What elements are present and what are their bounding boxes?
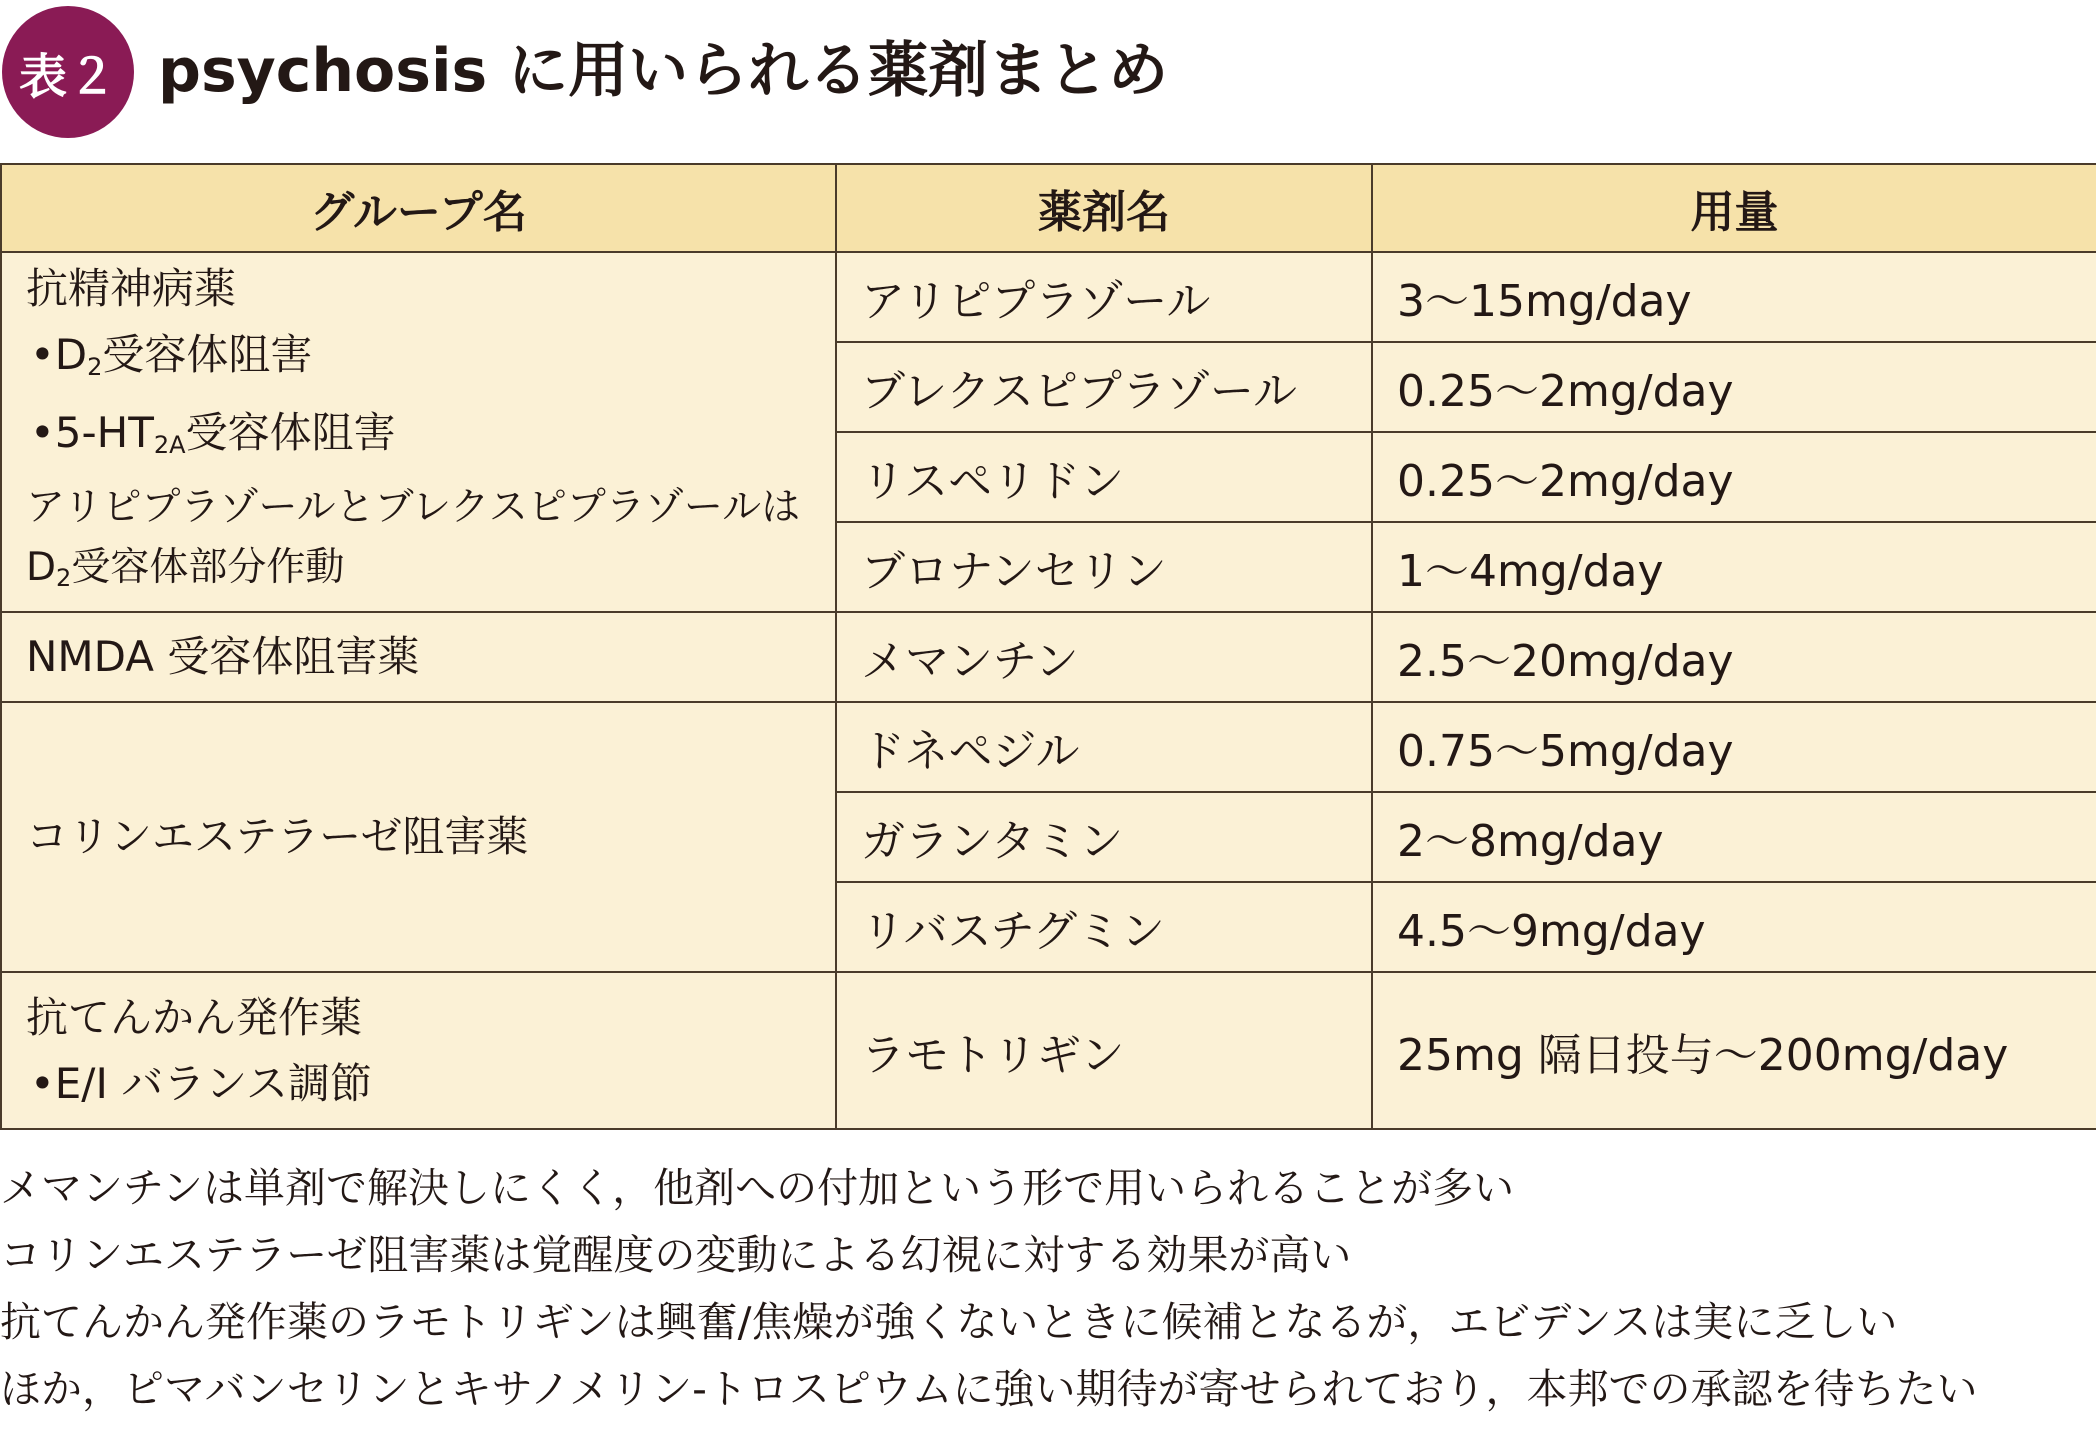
column-header-drug: 薬剤名 [836, 164, 1372, 252]
dose-cell: 0.25〜2mg/day [1372, 342, 2096, 432]
dose-cell: 1〜4mg/day [1372, 522, 2096, 612]
footnote: メマンチンは単剤で解決しにくく，他剤への付加という形で用いられることが多い [0, 1164, 1515, 1212]
group-note: $D_2$受容体部分作動 [26, 545, 345, 592]
column-header-dose: 用量 [1372, 164, 2096, 252]
group-bullet: $•D_2$受容体阻害 [30, 330, 313, 381]
dose-cell: 3〜15mg/day [1372, 252, 2096, 342]
drug-name-cell: リスペリドン [836, 432, 1372, 522]
drug-name-cell: ドネペジル [836, 702, 1372, 792]
group-cell-cholinesterase: コリンエステラーゼ阻害薬 [1, 702, 836, 972]
group-title: 抗精神病薬 [26, 264, 237, 313]
drug-name-cell: ガランタミン [836, 792, 1372, 882]
dose-cell: 4.5〜9mg/day [1372, 882, 2096, 972]
footnote: ほか，ピマバンセリンとキサノメリン-トロスピウムに強い期待が寄せられており，本邦での承認を待ちたい [0, 1365, 1978, 1413]
page-title: psychosis に用いられる薬剤まとめ [158, 36, 1169, 106]
group-bullet: $•5-HT_{2A}$受容体阻害 [30, 408, 396, 459]
table-row [1, 252, 2096, 342]
dose-cell: 2.5〜20mg/day [1372, 612, 2096, 702]
group-bullet: •E/I バランス調節 [30, 1058, 372, 1108]
group-note: アリピプラゾールとブレクスピプラゾールは [26, 485, 801, 530]
footnote: コリンエステラーゼ阻害薬は覚醒度の変動による幻視に対する効果が高い [0, 1231, 1352, 1279]
drug-name-cell: メマンチン [836, 612, 1372, 702]
dose-cell: 2〜8mg/day [1372, 792, 2096, 882]
table-row [1, 972, 2096, 1129]
footnotes [0, 1155, 2096, 1423]
table-row [1, 612, 2096, 702]
group-title: 抗てんかん発作薬 [26, 992, 363, 1042]
drug-summary-table [0, 163, 2096, 1130]
drug-name-cell: アリピプラゾール [836, 252, 1372, 342]
dose-cell: 0.25〜2mg/day [1372, 432, 2096, 522]
title-bar [0, 0, 2096, 150]
drug-name-cell: リバスチグミン [836, 882, 1372, 972]
dose-cell: 0.75〜5mg/day [1372, 702, 2096, 792]
table-row [1, 702, 2096, 792]
dose-cell: 25mg 隔日投与〜200mg/day [1372, 972, 2096, 1129]
column-header-group: グループ名 [1, 164, 836, 252]
group-cell-antipsychotic [1, 252, 836, 612]
drug-name-cell: ブレクスピプラゾール [836, 342, 1372, 432]
footnote: 抗てんかん発作薬のラモトリギンは興奮/焦燥が強くないときに候補となるが，エビデンスは実に乏しい [0, 1298, 1898, 1346]
table-header-row [1, 164, 2096, 252]
drug-name-cell: ラモトリギン [836, 972, 1372, 1129]
group-cell-nmda: NMDA 受容体阻害薬 [1, 612, 836, 702]
drug-name-cell: ブロナンセリン [836, 522, 1372, 612]
table-number-badge: 表２ [2, 6, 134, 138]
group-cell-antiepileptic [1, 972, 836, 1129]
